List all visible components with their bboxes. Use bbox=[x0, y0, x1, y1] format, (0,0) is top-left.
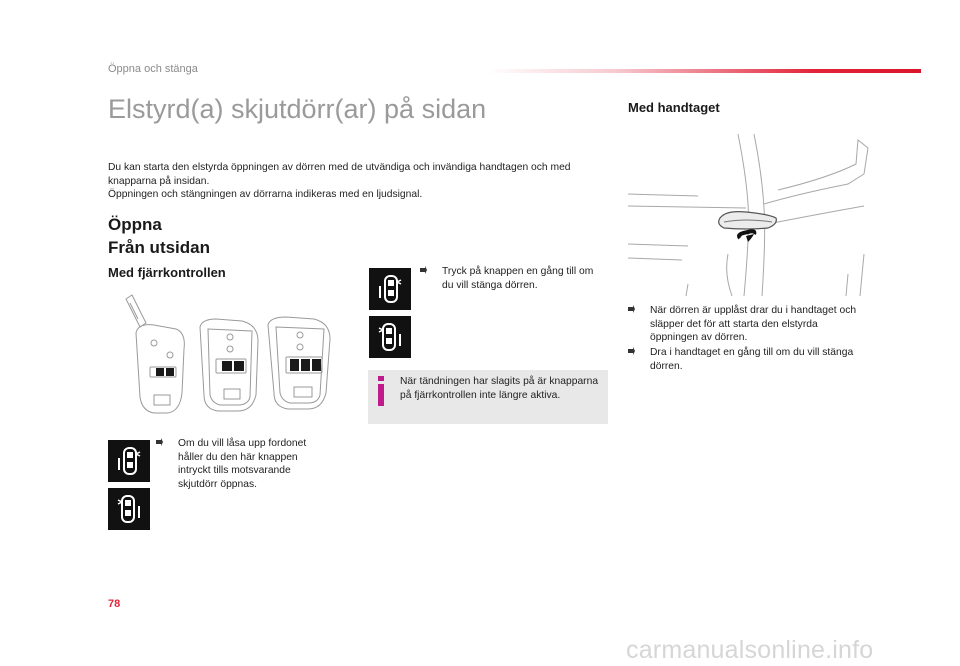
handle-bullet-1-text: När dörren är upplåst drar du i handtaget och släpper det för att starta den elstyrda öppningen av dörren. bbox=[650, 305, 857, 343]
left-sliding-door-close-icon bbox=[369, 268, 411, 310]
watermark: carmanualsonline.info bbox=[626, 636, 874, 664]
close-door-text: Tryck på knappen en gång till om du vill stänga dörren. bbox=[442, 266, 594, 291]
heading-from-outside: Från utsidan bbox=[108, 238, 211, 257]
right-sliding-door-button-icon bbox=[108, 488, 150, 530]
intro-text bbox=[108, 161, 608, 202]
pointing-finger-icon bbox=[628, 347, 635, 355]
left-sliding-door-button-icon bbox=[108, 440, 150, 482]
heading-with-handle: Med handtaget bbox=[628, 100, 720, 115]
remote-unlock-bullet bbox=[156, 437, 331, 491]
right-sliding-door-close-icon bbox=[369, 316, 411, 358]
intro-line-2: Öppningen och stängningen av dörrarna indikeras med en ljudsignal. bbox=[108, 189, 423, 200]
heading-open: Öppna bbox=[108, 215, 162, 234]
handle-bullet-2 bbox=[628, 346, 868, 373]
intro-line-1: Du kan starta den elstyrda öppningen av dörren med de utvändiga och invändiga handtagen och med knapparna på insidan. bbox=[108, 162, 571, 187]
pointing-finger-icon bbox=[420, 266, 427, 274]
key-fobs-illustration bbox=[118, 293, 340, 431]
pointing-finger-icon bbox=[628, 305, 635, 313]
handle-bullet-2-text: Dra i handtaget en gång till om du vill stänga dörren. bbox=[650, 347, 854, 372]
header-divider bbox=[486, 69, 921, 73]
section-label: Öppna och stänga bbox=[108, 63, 198, 75]
heading-remote: Med fjärrkontrollen bbox=[108, 265, 226, 280]
door-handle-illustration bbox=[628, 134, 870, 296]
close-door-bullet bbox=[420, 265, 600, 292]
handle-bullet-1 bbox=[628, 304, 868, 345]
remote-unlock-text: Om du vill låsa upp fordonet håller du den här knappen intryckt tills motsvarande skjutdörr öppnas. bbox=[178, 438, 307, 490]
page-title: Elstyrd(a) skjutdörr(ar) på sidan bbox=[108, 94, 487, 124]
page-number: 78 bbox=[108, 598, 121, 610]
info-icon bbox=[376, 376, 386, 406]
pointing-finger-icon bbox=[156, 438, 163, 446]
info-note: När tändningen har slagits på är knapparna på fjärrkontrollen inte längre aktiva. bbox=[400, 376, 599, 401]
